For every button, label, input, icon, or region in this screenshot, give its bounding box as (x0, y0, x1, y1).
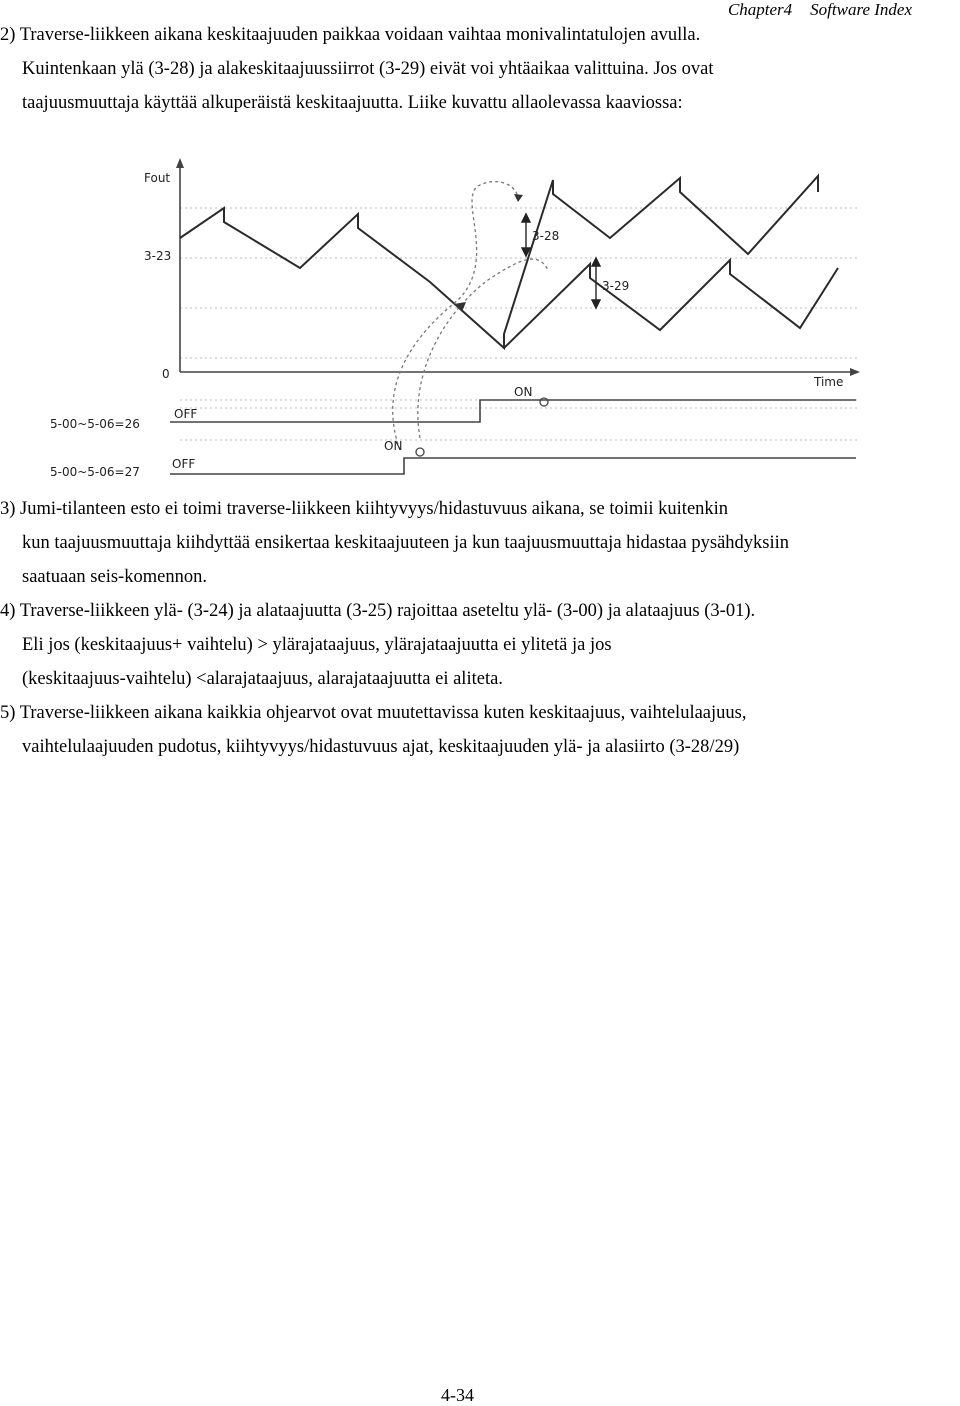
x-axis-arrow (850, 368, 860, 376)
paragraph-2-line-1: 2) Traverse-liikkeen aikana keskitaajuuden paikkaa voidaan vaihtaa monivalintatulojen avulla. (0, 25, 701, 45)
signal-2-on-marker (416, 448, 424, 456)
paragraph-2-line-2: Kuintenkaan ylä (3-28) ja alakeskitaajuussiirrot (3-29) eivät voi yhtäaikaa valittuina. Jos ovat (22, 59, 714, 79)
curve-arrow-down (454, 302, 466, 312)
lower-shift-label: 3-29 (602, 279, 630, 293)
signal-2-on-label: ON (384, 439, 403, 453)
paragraph-5-line-2: vaihtelulaajuuden pudotus, kiihtyvyys/hidastuvuus ajat, keskitaajuuden ylä- ja alasiirto (3-28/29) (22, 737, 740, 757)
signal-1-off-label: OFF (174, 407, 198, 421)
signal-2-trace (170, 458, 856, 474)
page-header (728, 0, 912, 20)
signal-1-trace (170, 400, 856, 422)
y-axis-arrow (176, 158, 184, 168)
paragraph-2 (0, 18, 713, 120)
paragraph-4 (0, 594, 755, 696)
grid-lines (180, 208, 858, 440)
transition-curve-down (418, 259, 548, 438)
zero-label: 0 (162, 367, 170, 381)
paragraph-4-line-3: (keskitaajuus-vaihtelu) <alarajataajuus, alarajataajuutta ei aliteta. (22, 669, 503, 689)
curve-arrow-up (514, 194, 523, 202)
upper-shift-label: 3-28 (532, 229, 560, 243)
y-axis-label: Fout (144, 171, 171, 185)
paragraph-3-line-1: 3) Jumi-tilanteen esto ei toimi traverse-liikkeen kiihtyvyys/hidastuvuus aikana, se toimii kuitenkin (0, 499, 729, 519)
paragraph-3 (0, 492, 789, 594)
lower-shift-waveform (504, 260, 838, 348)
signal-2-off-label: OFF (172, 457, 196, 471)
paragraph-3-line-3: saatuaan seis-komennon. (22, 567, 207, 587)
page-number: 4-34 (441, 1385, 474, 1405)
paragraph-5-line-1: 5) Traverse-liikkeen aikana kaikkia ohjearvot ovat muutettavissa kuten keskitaajuus, vaihtelulaajuus, (0, 703, 747, 723)
upper-shift-dimension (522, 214, 530, 256)
traverse-waveform (180, 176, 818, 348)
paragraph-2-line-3: taajuusmuuttaja käyttää alkuperäistä keskitaajuutta. Liike kuvattu allaolevassa kaaviossa: (22, 93, 683, 113)
paragraph-5 (0, 696, 746, 764)
x-axis-label: Time (814, 375, 844, 389)
section-label: Software Index (810, 0, 912, 19)
chapter-label: Chapter4 (727, 0, 793, 19)
paragraph-4-line-2: Eli jos (keskitaajuus+ vaihtelu) > ylärajataajuus, ylärajataajuutta ei ylitetä ja jos (22, 635, 612, 655)
signal-2-label: 5-00~5-06=27 (50, 465, 140, 479)
signal-1-label: 5-00~5-06=26 (50, 417, 140, 431)
signal-1-on-label: ON (514, 385, 533, 399)
paragraph-3-line-2: kun taajuusmuuttaja kiihdyttää ensikertaa keskitaajuuteen ja kun taajuusmuuttaja hidastaa pysähdyksiin (22, 533, 790, 553)
lower-shift-dimension (592, 258, 600, 308)
traverse-diagram (48, 150, 868, 486)
paragraph-4-line-1: 4) Traverse-liikkeen ylä- (3-24) ja alataajuutta (3-25) rajoittaa aseteltu ylä- (3-00) ja alataajuus (3-01). (0, 601, 756, 621)
center-level-label: 3-23 (144, 249, 172, 263)
transition-curve-up (393, 182, 518, 450)
